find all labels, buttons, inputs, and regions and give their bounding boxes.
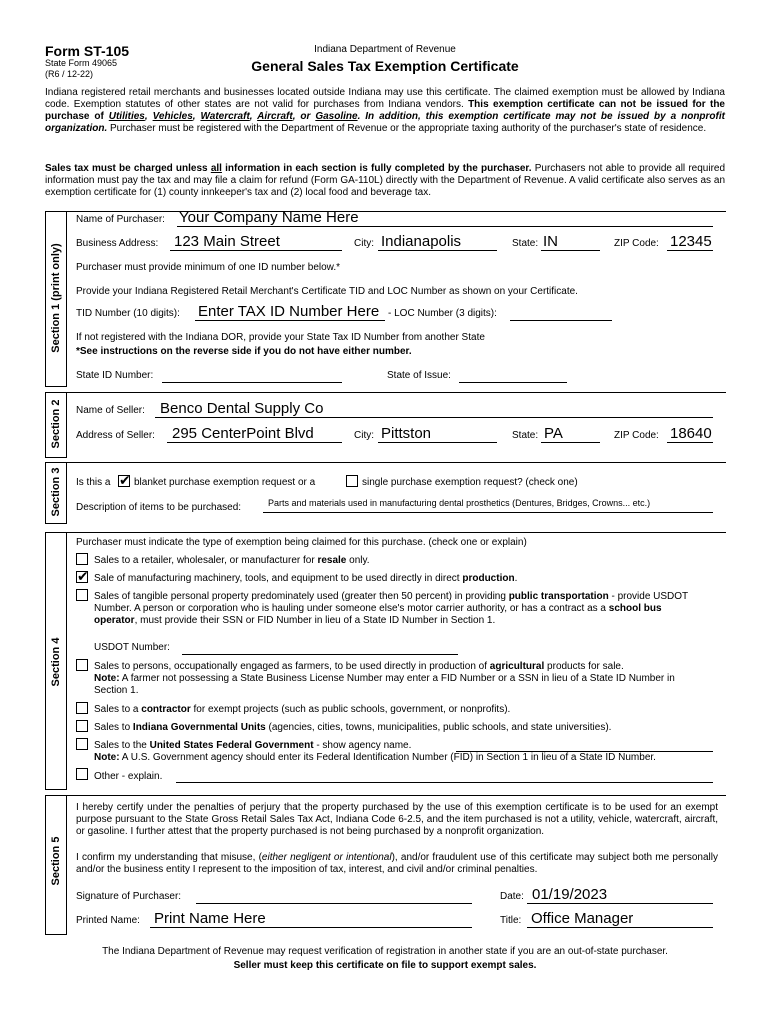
date-line xyxy=(527,903,713,904)
purchaser-state-label: State: xyxy=(512,238,539,249)
purchaser-name-line xyxy=(177,226,713,227)
public-transportation-option-label: Sales of tangible personal property predominately used (greater then 50 percent) in providing public transportation - provide USDOT Number. A person or corporation who is hauling under someone else's motor carrier authority, or has a contract as a school bus operator, must provide their SSN or FID Number in lieu of a State ID Number in Section 1. xyxy=(94,591,688,626)
public-transportation-checkbox[interactable] xyxy=(76,589,88,601)
agency-name-field[interactable] xyxy=(456,751,713,752)
seller-city-line xyxy=(378,442,497,443)
not-registered-note: If not registered with the Indiana DOR, provide your State Tax ID Number from another State xyxy=(76,332,485,343)
usdot-number-field[interactable] xyxy=(182,654,458,655)
purchaser-name-label: Name of Purchaser: xyxy=(76,214,165,225)
intro-paragraph: Indiana registered retail merchants and businesses located outside Indiana may use this certificate. The claimed exemption must be allowed by Indiana code. Exemption statutes of other states are not valid for purchases from Indiana vendors. This exemption certificate can not be issued for the purchase of Utilities, Vehicles, Watercraft, Aircraft, or Gasoline. In addition, this exemption certificate may not be issued by a nonprofit organization. Purchaser must be registered with the Department of Revenue or the appropriate taxing authority of the purchaser's state of residence. xyxy=(45,87,725,134)
agricultural-checkbox[interactable] xyxy=(76,659,88,671)
blanket-label: blanket purchase exemption request or a xyxy=(134,477,316,488)
other-explain-field[interactable] xyxy=(176,782,713,783)
purchaser-city-label: City: xyxy=(354,238,374,249)
seller-city-label: City: xyxy=(354,430,374,441)
certification-statement: I hereby certify under the penalties of perjury that the property purchased by the use of this exemption certificate is to be used for an exempt purpose pursuant to the State Gross Retail Sales Tax Act, Indiana Code 6-2.5, and the item purchased is not a utility, vehicle, watercraft, aircraft, or gasoline. I further attest that the property purchased is not being purchased by a nonprofit organization. xyxy=(76,802,718,837)
printed-name-line xyxy=(150,927,472,928)
seller-address-field[interactable]: 295 CenterPoint Blvd xyxy=(172,425,314,442)
purchaser-zip-label: ZIP Code: xyxy=(614,238,659,249)
state-id-label: State ID Number: xyxy=(76,370,154,381)
items-description-line xyxy=(263,512,713,513)
business-address-field[interactable]: 123 Main Street xyxy=(174,233,280,250)
usdot-number-label: USDOT Number: xyxy=(94,642,170,653)
purchaser-zip-field[interactable]: 12345 xyxy=(670,233,712,250)
section-2-label: Section 2 xyxy=(50,399,62,449)
state-form-number: State Form 49065 xyxy=(45,58,118,68)
seller-name-label: Name of Seller: xyxy=(76,405,145,416)
tid-loc-instruction: Provide your Indiana Registered Retail Merchant's Certificate TID and LOC Number as shown on your Certificate. xyxy=(76,286,578,297)
printed-name-label: Printed Name: xyxy=(76,915,140,926)
title-label: Title: xyxy=(500,915,522,926)
sales-tax-notice: Sales tax must be charged unless all information in each section is fully completed by the purchaser. Purchasers not able to provide all required information must pay the tax and may file a claim for refund (Form GA-110L) directly with the Department of Revenue. A valid certificate also serves as an exemption certificate for (1) county innkeeper's tax and (2) local food and beverage tax. xyxy=(45,163,726,198)
title-line xyxy=(527,927,713,928)
section-3-label: Section 3 xyxy=(50,467,62,517)
business-address-label: Business Address: xyxy=(76,238,159,249)
date-label: Date: xyxy=(500,891,524,902)
purchaser-state-line xyxy=(541,250,600,251)
single-label: single purchase exemption request? (check one) xyxy=(362,477,578,488)
seller-zip-field[interactable]: 18640 xyxy=(670,425,712,442)
exemption-type-instruction: Purchaser must indicate the type of exemption being claimed for this purchase. (check one or explain) xyxy=(76,537,527,548)
single-checkbox[interactable] xyxy=(346,475,358,487)
seller-name-field[interactable]: Benco Dental Supply Co xyxy=(160,400,324,417)
seller-address-label: Address of Seller: xyxy=(76,430,155,441)
section-5-label: Section 5 xyxy=(50,836,62,886)
seller-address-line xyxy=(167,442,342,443)
purchaser-city-field[interactable]: Indianapolis xyxy=(381,233,462,250)
state-of-issue-field[interactable] xyxy=(459,382,567,383)
section-5-top-rule xyxy=(67,795,726,796)
purchaser-zip-line xyxy=(667,250,713,251)
loc-number-field[interactable] xyxy=(510,320,612,321)
footer-verification-note: The Indiana Department of Revenue may request verification of registration in another state if you are an out-of-state purchaser. xyxy=(102,946,668,957)
department-name: Indiana Department of Revenue xyxy=(314,44,456,55)
check-mark-icon: ✔ xyxy=(77,568,89,584)
tid-number-field[interactable]: Enter TAX ID Number Here xyxy=(198,303,380,320)
check-mark-icon: ✔ xyxy=(119,472,131,488)
state-id-field[interactable] xyxy=(162,382,342,383)
state-of-issue-label: State of Issue: xyxy=(387,370,451,381)
form-revision: (R6 / 12-22) xyxy=(45,69,94,79)
seller-name-line xyxy=(155,417,713,418)
business-address-line xyxy=(170,250,342,251)
items-description-field[interactable]: Parts and materials used in manufacturing dental prosthetics (Dentures, Bridges, Crowns... etc.) xyxy=(268,498,651,508)
section-1-label: Section 1 (print only) xyxy=(50,243,62,353)
see-instructions-note: *See instructions on the reverse side if you do not have either number. xyxy=(76,346,412,357)
production-option-label: Sale of manufacturing machinery, tools, and equipment to be used directly in direct production. xyxy=(94,573,518,584)
resale-option-label: Sales to a retailer, wholesaler, or manufacturer for resale only. xyxy=(94,555,370,566)
tid-number-label: TID Number (10 digits): xyxy=(76,308,180,319)
production-checkbox[interactable] xyxy=(76,568,89,584)
signature-field[interactable] xyxy=(196,903,472,904)
governmental-units-checkbox[interactable] xyxy=(76,720,88,732)
purchaser-name-field[interactable]: Your Company Name Here xyxy=(179,209,359,226)
seller-state-label: State: xyxy=(512,430,539,441)
agricultural-option-label: Sales to persons, occupationally engaged as farmers, to be used directly in production of agricultural products for sale. Note: A farmer not possessing a State Business License Number may enter a FID Number or a SSN in lieu of a State ID Number in Section 1. xyxy=(94,661,675,696)
section-4-label: Section 4 xyxy=(50,637,62,687)
misuse-statement: I confirm my understanding that misuse, (either negligent or intentional), and/or fraudulent use of this certificate may subject both me personally and/or the business entity I represent to the imposition of tax, interest, and civil and/or criminal penalties. xyxy=(76,852,718,875)
loc-number-label: - LOC Number (3 digits): xyxy=(388,308,497,319)
tid-number-line xyxy=(195,320,385,321)
date-field[interactable]: 01/19/2023 xyxy=(532,886,608,903)
seller-state-field[interactable]: PA xyxy=(544,425,563,442)
other-option-label: Other - explain. xyxy=(94,771,163,782)
section-2-top-rule xyxy=(67,392,726,393)
section-3-top-rule xyxy=(67,462,726,463)
seller-city-field[interactable]: Pittston xyxy=(381,425,432,442)
purchaser-state-field[interactable]: IN xyxy=(543,233,558,250)
contractor-option-label: Sales to a contractor for exempt projects (such as public schools, government, or nonprofits). xyxy=(94,704,511,715)
signature-label: Signature of Purchaser: xyxy=(76,891,182,902)
contractor-checkbox[interactable] xyxy=(76,702,88,714)
printed-name-field[interactable]: Print Name Here xyxy=(154,910,266,927)
seller-zip-line xyxy=(667,442,713,443)
section-4-top-rule xyxy=(67,532,726,533)
form-number: Form ST-105 xyxy=(45,43,130,59)
seller-state-line xyxy=(541,442,600,443)
other-checkbox[interactable] xyxy=(76,768,88,780)
items-description-label: Description of items to be purchased: xyxy=(76,502,242,513)
title-field[interactable]: Office Manager xyxy=(531,910,634,927)
governmental-units-option-label: Sales to Indiana Governmental Units (agencies, cities, towns, municipalities, public schools, and state universities). xyxy=(94,722,612,733)
purchaser-city-line xyxy=(378,250,497,251)
federal-government-option-label: Sales to the United States Federal Government - show agency name. Note: A U.S. Government agency should enter its Federal Identification Number (FID) in Section 1 in lieu of a State ID Number. xyxy=(94,740,656,763)
footer-seller-note: Seller must keep this certificate on file to support exempt sales. xyxy=(233,960,537,971)
is-this-a-label: Is this a xyxy=(76,477,111,488)
page-title: General Sales Tax Exemption Certificate xyxy=(251,58,519,74)
min-id-note: Purchaser must provide minimum of one ID number below.* xyxy=(76,262,341,273)
seller-zip-label: ZIP Code: xyxy=(614,430,659,441)
resale-checkbox[interactable] xyxy=(76,553,88,565)
blanket-checkbox[interactable] xyxy=(118,472,131,488)
federal-government-checkbox[interactable] xyxy=(76,738,88,750)
